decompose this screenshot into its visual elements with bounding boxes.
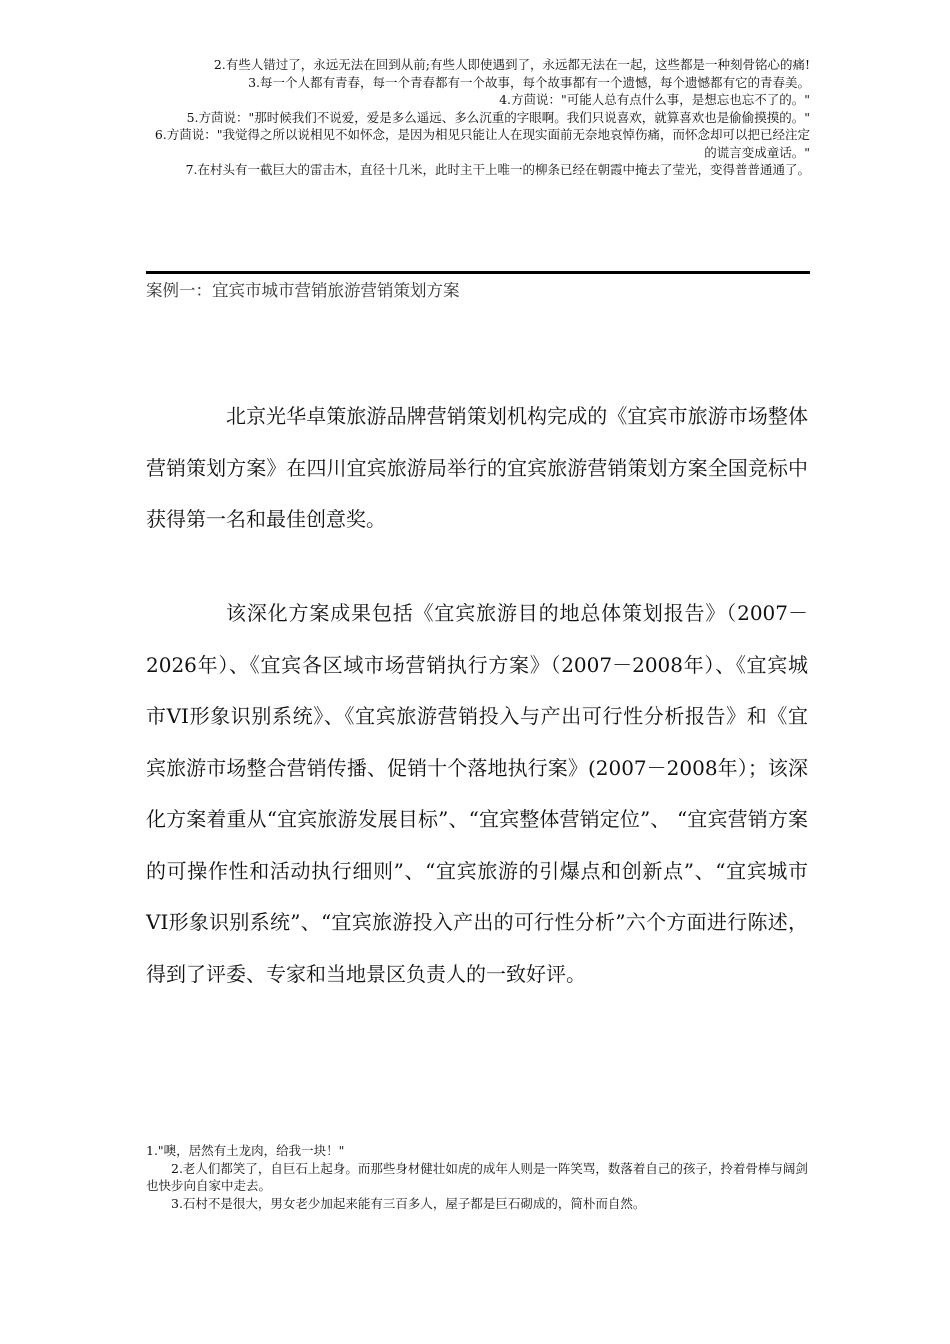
note-line: 3.每一个人都有青春，每一个青春都有一个故事，每个故事都有一个遗憾，每个遗憾都有它的青春美。 bbox=[248, 74, 810, 90]
note-line: 7.在村头有一截巨大的雷击木，直径十几米，此时主干上唯一的柳条已经在朝霞中掩去了莹光，变得普普通通了。 bbox=[185, 162, 810, 177]
note-line: 2.老人们都笑了，自巨石上起身。而那些身材健壮如虎的成年人则是一阵笑骂，数落着自己的孩子，拎着骨棒与阔剑也快步向自家中走去。 bbox=[146, 1160, 808, 1193]
note-line: 2.有些人错过了，永远无法在回到从前;有些人即使遇到了，永远都无法在一起，这些都是一种刻骨铭心的痛! bbox=[213, 57, 810, 72]
note-line: 3.石村不是很大，男女老少加起来能有三百多人，屋子都是巨石砌成的，简朴而自然。 bbox=[171, 1195, 646, 1211]
case-title: 案例一：宜宾市城市营销旅游营销策划方案 bbox=[146, 281, 460, 300]
body-paragraph-2-container bbox=[146, 588, 808, 1000]
note-line: 1."噢，居然有土龙肉，给我一块！" bbox=[146, 1143, 345, 1158]
section-divider bbox=[146, 271, 810, 274]
body-paragraph: 北京光华卓策旅游品牌营销策划机构完成的《宜宾市旅游市场整体营销策划方案》在四川宜宾旅游局举行的宜宾旅游营销策划方案全国竞标中获得第一名和最佳创意奖。 bbox=[146, 404, 808, 531]
body-paragraph: 该深化方案成果包括《宜宾旅游目的地总体策划报告》（2007－2026年）、《宜宾各区域市场营销执行方案》（2007－2008年）、《宜宾城市VI形象识别系统》、《宜宾旅游营销投入与产出可行性分析报告》和《宜宾旅游市场整合营销传播、促销十个落地执行案》(2007－2008年）；该深化方案着重从“宜宾旅游发展目标”、“宜宾整体营销定位”、 “宜宾营销方案的可操作性和活动执行细则”、“宜宾旅游的引爆点和创新点”、“宜宾城市VI形象识别系统”、“宜宾旅游投入产出的可行性分析”六个方面进行陈述，得到了评委、专家和当地景区负责人的一致好评。 bbox=[146, 601, 808, 986]
bottom-notes bbox=[146, 1142, 810, 1212]
note-line: 5.方茴说："那时候我们不说爱，爱是多么遥远、多么沉重的字眼啊。我们只说喜欢，就算喜欢也是偷偷摸摸的。" bbox=[186, 109, 810, 125]
note-line: 4.方茴说："可能人总有点什么事，是想忘也忘不了的。" bbox=[499, 92, 810, 107]
top-notes bbox=[148, 56, 810, 179]
note-line: 6.方茴说："我觉得之所以说相见不如怀念，是因为相见只能让人在现实面前无奈地哀悼伤痛，而怀念却可以把已经注定的谎言变成童话。" bbox=[154, 127, 810, 160]
body-paragraph-1-container bbox=[146, 391, 808, 546]
